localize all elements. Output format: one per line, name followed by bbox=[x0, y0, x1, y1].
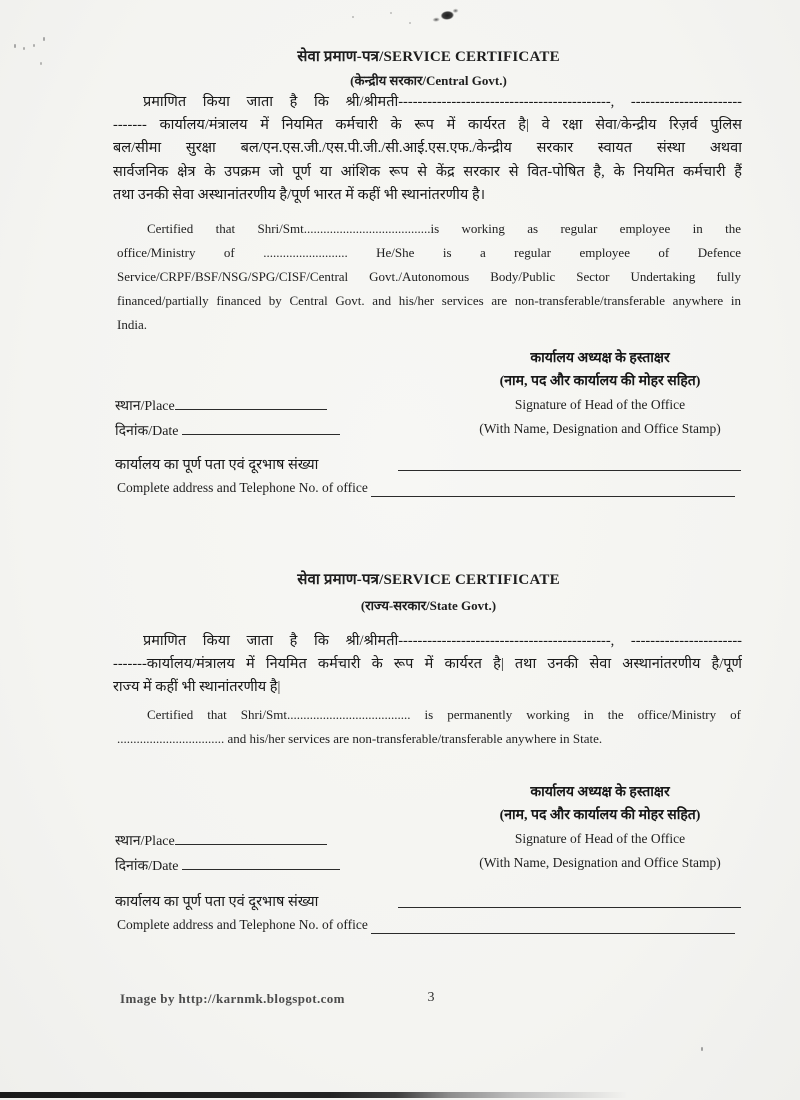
scan-speck bbox=[14, 44, 16, 48]
paragraph-line: ------- कार्यालय/मंत्रालय में नियमित कर्मचारी के रूप में कार्यरत है| वे रक्षा सेवा/केन्द्रीय रिज़र्व पुलिस bbox=[113, 117, 742, 134]
signature-block-central bbox=[452, 347, 748, 440]
place-field-state bbox=[115, 831, 327, 850]
image-credit: Image by http://karnmk.blogspot.com bbox=[120, 991, 345, 1006]
certificate-subtitle-state: (राज्य-सरकार/State Govt.) bbox=[360, 598, 497, 613]
signature-line-english: (With Name, Designation and Office Stamp) bbox=[479, 854, 721, 870]
date-field-central bbox=[115, 421, 340, 440]
place-label: स्थान/Place bbox=[115, 399, 175, 414]
paragraph-line: प्रमाणित किया जाता है कि श्री/श्रीमती--------------------------------------------, ----------------------- bbox=[143, 94, 742, 110]
scan-speck bbox=[23, 47, 25, 50]
hindi-paragraph-state bbox=[113, 630, 742, 700]
signature-line-hindi: (नाम, पद और कार्यालय की मोहर सहित) bbox=[499, 374, 701, 390]
paragraph-line: प्रमाणित किया जाता है कि श्री/श्रीमती--------------------------------------------, ----------------------- bbox=[143, 633, 742, 649]
certificate-subtitle-central: (केन्द्रीय सरकार/Central Govt.) bbox=[350, 73, 507, 88]
signature-line-hindi: कार्यालय अध्यक्ष के हस्ताक्षर bbox=[530, 351, 670, 366]
fill-in-line bbox=[175, 831, 327, 845]
place-label: स्थान/Place bbox=[115, 834, 175, 849]
address-label-hindi-central: कार्यालय का पूर्ण पता एवं दूरभाष संख्या bbox=[115, 457, 319, 473]
scan-speck bbox=[43, 37, 45, 41]
fill-in-line bbox=[175, 396, 327, 410]
fill-in-line bbox=[398, 907, 741, 908]
paragraph-line: ................................. and his/her services are non-transferable/transferable anywhere in State. bbox=[117, 731, 603, 746]
paragraph-line: तथा उनकी सेवा अस्थानांतरणीय है/पूर्ण भारत में कहीं भी स्थानांतरणीय है। bbox=[113, 186, 486, 203]
date-label: दिनांक/Date bbox=[115, 859, 179, 874]
fill-in-line bbox=[398, 470, 741, 471]
fill-in-line bbox=[182, 421, 340, 435]
scan-ink-smudge bbox=[424, 5, 462, 26]
address-label-english-central: Complete address and Telephone No. of office bbox=[117, 480, 368, 495]
scan-speck bbox=[40, 62, 42, 65]
signature-line-english: Signature of Head of the Office bbox=[514, 397, 686, 413]
certificate-title-central: सेवा प्रमाण-पत्र/SERVICE CERTIFICATE bbox=[297, 49, 560, 65]
fill-in-line bbox=[371, 496, 735, 497]
date-label: दिनांक/Date bbox=[115, 424, 179, 439]
english-paragraph-central bbox=[117, 217, 741, 337]
paragraph-line: Certified that Shri/Smt.......................................is working as regular employee in the bbox=[147, 221, 741, 236]
paragraph-line: financed/partially financed by Central Govt. and his/her services are non-transferable/transferable anywhere in bbox=[117, 293, 741, 308]
paragraph-line: सार्वजनिक क्षेत्र के उपक्रम जो पूर्ण या आंशिक रूप से केंद्र सरकार से वित-पोषित है, के नियमित कर्मचारी हैं bbox=[113, 163, 742, 180]
english-paragraph-state bbox=[117, 703, 741, 751]
fill-in-line bbox=[371, 933, 735, 934]
paragraph-line: office/Ministry of .......................... He/She is a regular employee of Defence bbox=[117, 245, 741, 260]
signature-block-state bbox=[452, 781, 748, 874]
hindi-paragraph-central bbox=[113, 91, 742, 207]
address-label-english-state: Complete address and Telephone No. of office bbox=[117, 917, 368, 932]
scan-edge-bar bbox=[0, 1092, 660, 1098]
page-number: 3 bbox=[427, 990, 435, 1005]
paragraph-line: Service/CRPF/BSF/NSG/SPG/CISF/Central Govt./Autonomous Body/Public Sector Undertaking fully bbox=[117, 269, 741, 284]
certificate-title-state: सेवा प्रमाण-पत्र/SERVICE CERTIFICATE bbox=[297, 572, 560, 588]
place-field-central bbox=[115, 396, 327, 415]
scan-speck bbox=[352, 16, 354, 18]
fill-in-line bbox=[182, 856, 340, 870]
scan-speck bbox=[701, 1047, 703, 1051]
scan-speck bbox=[409, 22, 411, 24]
signature-line-hindi: (नाम, पद और कार्यालय की मोहर सहित) bbox=[499, 808, 701, 824]
paragraph-line: राज्य में कहीं भी स्थानांतरणीय है| bbox=[113, 679, 281, 696]
paragraph-line: Certified that Shri/Smt...................................... is permanently working in the office/Ministry of bbox=[147, 707, 741, 722]
paragraph-line: बल/सीमा सुरक्षा बल/एन.एस.जी./एस.पी.जी./सी.आई.एस.एफ./केन्द्रीय सरकार स्वायत संस्था अथवा bbox=[113, 140, 742, 157]
paragraph-line: -------कार्यालय/मंत्रालय में नियमित कर्मचारी के रूप में कार्यरत है| तथा उनकी सेवा अस्थानांतरणीय है/पूर्ण bbox=[113, 656, 742, 673]
scan-speck bbox=[33, 44, 35, 47]
signature-line-english: (With Name, Designation and Office Stamp) bbox=[479, 420, 721, 436]
date-field-state bbox=[115, 856, 340, 875]
paragraph-line: India. bbox=[117, 317, 147, 332]
address-label-hindi-state: कार्यालय का पूर्ण पता एवं दूरभाष संख्या bbox=[115, 894, 319, 910]
signature-line-hindi: कार्यालय अध्यक्ष के हस्ताक्षर bbox=[530, 785, 670, 800]
signature-line-english: Signature of Head of the Office bbox=[514, 831, 686, 847]
scan-speck bbox=[390, 12, 392, 14]
